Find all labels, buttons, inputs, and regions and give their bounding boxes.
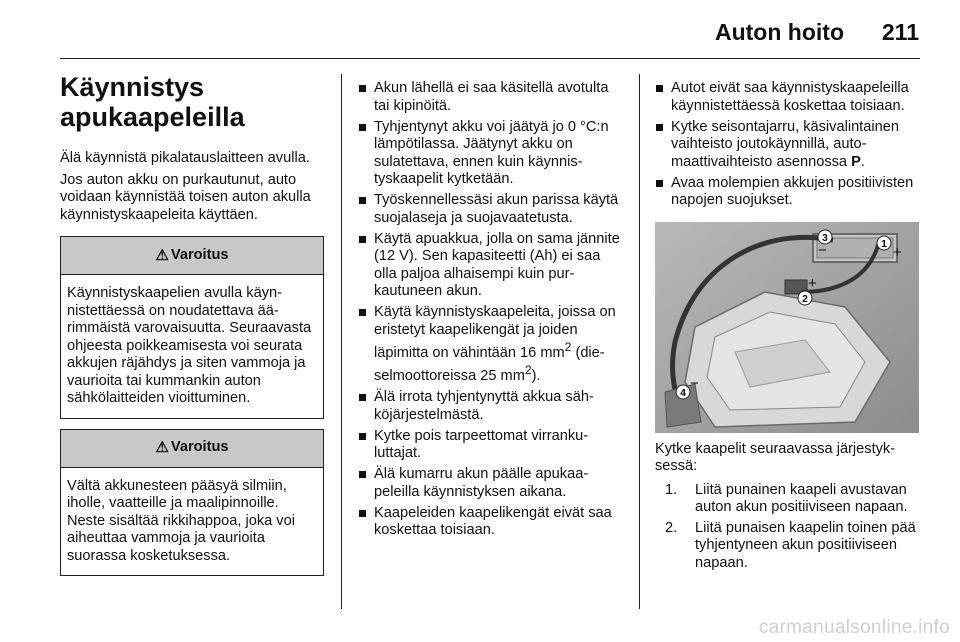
warning-header	[61, 237, 323, 275]
page-header	[0, 0, 960, 60]
column-3	[655, 80, 921, 575]
list-item-text: ).	[531, 368, 541, 385]
figure-label-3: 3	[822, 232, 828, 244]
battery-connection-figure	[655, 222, 919, 433]
list-item: Kytke pois tarpeettomat virrankuluttajat.	[358, 428, 626, 463]
plus-symbol: +	[893, 243, 902, 261]
warning-text: Käynnistyskaapelien avulla käynnistettäessä on noudatettava äärimmäistä varovaisuutta. Seuraavasta ohjeesta poikkeamisesta voi seurata akkujen räjähdys ja siten vammoja ja vaurioita tai kummankin auton sähkölaitteiden vioittuminen.	[67, 285, 312, 406]
watermark: carmanualsonline.info	[758, 617, 950, 638]
step-number: 1.	[665, 481, 678, 498]
list-item-text: .	[860, 153, 865, 170]
step-text: Liitä punainen kaapeli avustavan auton akun positiiviseen napaan.	[695, 481, 908, 515]
superscript: 2	[564, 340, 572, 354]
figure-label-4: 4	[680, 387, 686, 399]
figure-caption: Kytke kaapelit seuraavassa järjestyksessä:	[655, 440, 896, 474]
plus-symbol: +	[808, 274, 817, 292]
list-item	[655, 119, 921, 172]
warning-triangle-icon: ⚠	[155, 246, 169, 264]
list-item-text: Käytä käynnistyskaapeleita, joissa on eristetyt kaapelikengät ja joiden läpimitta on vähintään 16 mm	[374, 304, 616, 361]
list-item: Älä kumarru akun päälle apukaapeleilla käynnistyksen aikana.	[358, 466, 626, 501]
list-item: Käytä apuakkua, jolla on sama jännite (12 V). Sen kapasiteetti (Ah) ei saa olla paljoa alhaisempi kuin purkautuneen akun.	[358, 231, 626, 301]
step-text: Liitä punaisen kaapelin toinen pää tyhjentyneen akun positiiviseen napaan.	[695, 519, 916, 571]
header-divider	[60, 58, 920, 59]
column-2	[358, 80, 626, 543]
column-1	[60, 72, 324, 576]
steps-list	[655, 482, 921, 573]
step-item	[655, 482, 921, 517]
warning-label: Varoitus	[170, 439, 229, 456]
column-divider	[341, 74, 342, 609]
column-divider	[639, 74, 640, 609]
list-item: Akun lähellä ei saa käsitellä avotulta tai kipinöitä.	[358, 80, 626, 115]
step-number: 2.	[665, 519, 678, 536]
list-item: Älä irrota tyhjentynyttä akkua sähköjärjestelmästä.	[358, 389, 626, 424]
figure-label-1: 1	[881, 238, 887, 250]
warning-box	[60, 429, 324, 577]
preparation-list	[655, 80, 921, 210]
warning-header	[61, 430, 323, 468]
gear-position-p: P	[851, 153, 861, 170]
step-item	[655, 520, 921, 573]
section-title	[60, 72, 324, 132]
warning-triangle-icon: ⚠	[155, 439, 169, 457]
safety-list	[358, 80, 626, 540]
minus-symbol: −	[818, 241, 827, 259]
superscript: 2	[524, 363, 532, 378]
warning-text: Vältä akkunesteen pääsyä silmiin, iholle, vaatteille ja maalipinnoille. Neste sisältää rikkihappoa, joka voi aiheuttaa vammoja ja vaurioita suorassa kosketuksessa.	[67, 477, 295, 564]
list-item	[358, 304, 626, 386]
list-item: Kaapeleiden kaapelikengät eivät saa koskettaa toisiaan.	[358, 505, 626, 540]
list-item: Avaa molempien akkujen positiivisten napojen suojukset.	[655, 175, 921, 210]
warning-label: Varoitus	[170, 246, 229, 263]
list-item-text: (dieselmoottoreissa 25 mm	[374, 344, 605, 385]
list-item: Autot eivät saa käynnistyskaapeleilla käynnistettäessä koskettaa toisiaan.	[655, 80, 921, 115]
minus-symbol: −	[690, 374, 699, 392]
list-item-text: Kytke seisontajarru, käsivalintainen vaihteisto joutokäynnillä, automaattivaihteisto asennossa	[671, 118, 899, 170]
warning-box	[60, 236, 324, 419]
intro-paragraph: Älä käynnistä pikalatauslaitteen avulla.	[60, 150, 310, 166]
intro-paragraph: Jos auton akku on purkautunut, auto voidaan käynnistää toisen auton akulla käynnistyskaapeleita käyttäen.	[60, 171, 311, 223]
figure-label-2: 2	[802, 293, 808, 305]
engine-bay-illustration	[655, 222, 919, 433]
page-number: 211	[881, 19, 919, 45]
section-title-line1: Käynnistys	[60, 72, 205, 102]
list-item: Työskennellessäsi akun parissa käytä suojalaseja ja suojavaatetusta.	[358, 192, 626, 227]
chapter-title: Auton hoito	[714, 19, 844, 45]
list-item: Tyhjentynyt akku voi jäätyä jo 0 °C:n lämpötilassa. Jäätynyt akku on sulatettava, ennen kuin käynnistyskaapelit kytketään.	[358, 119, 626, 189]
section-title-line2: apukaapeleilla	[60, 102, 245, 132]
